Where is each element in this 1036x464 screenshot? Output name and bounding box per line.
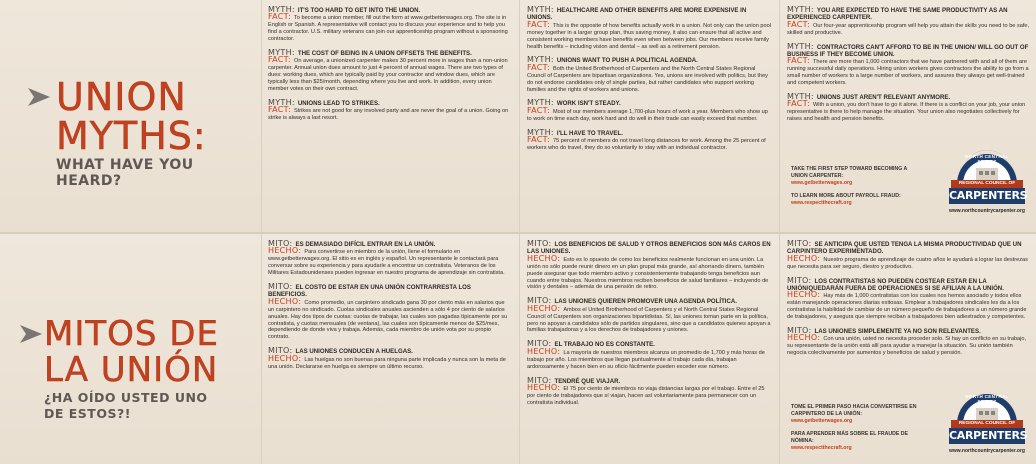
fact-answer: FACT: Most of our members average 1,700-plus hours of work a year. Members who show up to work on time each day, work hard and do well in their trade can easily exceed that number.	[527, 105, 768, 122]
myth-question: MITO: LOS BENEFICIOS DE SALUD Y OTROS BENEFICIOS SON MÁS CAROS EN LAS UNIONES.	[527, 239, 771, 256]
myth-item	[783, 327, 1035, 357]
fact-answer: HECHO: Las huelgas no son buenas para ninguna parte implicada y nunca son la meta de una unión. Declararse en huelga es siempre un último recurso.	[268, 353, 506, 370]
myth-item	[523, 377, 775, 407]
first-step-text: TAKE THE FIRST STEP TOWARD BECOMING A UNION CARPENTER:	[791, 166, 908, 179]
panel-3	[783, 0, 1035, 232]
arrow-icon	[28, 88, 50, 106]
payroll-fraud-text: TO LEARN MORE ABOUT PAYROLL FRAUD:	[791, 193, 901, 199]
fact-answer: FACT: On average, a unionized carpenter makes 30 percent more in wages than a non-union carpenter. Annual union dues amount to just 4 percent of annual wages. There are two types of dues: working dues, which are typically paid by your contractor and window dues, which are typically less than $25/month, depending where you live and work. In addition, every union member votes on their own contract.	[268, 55, 508, 93]
getbetterwages-link[interactable]: www.getbetterwages.org	[791, 418, 853, 424]
myth-label: MYTH:	[527, 55, 554, 65]
logo-url[interactable]: www.northcountrycarpenter.org	[949, 448, 1025, 454]
myth-question: MITO: EL COSTO DE ESTAR EN UNA UNIÓN CONTRARRESTA LOS BENEFICIOS.	[268, 282, 471, 299]
hecho-label: HECHO:	[787, 253, 821, 263]
spanish-brochure	[0, 232, 1036, 464]
myth-item	[264, 99, 514, 122]
hecho-label: HECHO:	[268, 296, 302, 306]
hecho-label: HECHO:	[527, 382, 561, 392]
fact-label: FACT:	[268, 12, 291, 22]
fact-answer: HECHO: Ambos el United Brotherhood of Carpenters y el North Central States Regional Council of Carpenters son organizaciones bipartidistas. Sí, las uniones toman parte en la política, pero no apoyan a candidatos sólo de partidos singulares, sino que a candidatos quienes apoyan a familias trabajadoras y a los derechos de trabajadores y uniones.	[527, 303, 771, 334]
myth-item	[523, 6, 775, 50]
myth-item	[264, 6, 514, 43]
myth-question: MITO: TENDRÉ QUE VIAJAR.	[527, 375, 621, 385]
fact-label: FACT:	[527, 62, 550, 72]
logo-name-text: CARPENTERS	[949, 429, 1028, 442]
fact-label: FACT:	[527, 19, 550, 29]
myth-item	[783, 43, 1035, 87]
myth-label: MYTH:	[268, 48, 295, 58]
payroll-fraud-text: PARA APRENDER MÁS SOBRE EL FRAUDE DE NÓMINA:	[791, 431, 909, 444]
mito-label: MITO:	[787, 275, 812, 285]
fact-answer: FACT: With a union, you don't have to go it alone. If there is a conflict on your job, your union representative is there to help manage the situation. Your union also negotiates collectively for raises and health and pension benefits.	[787, 99, 1026, 123]
myth-question: MITO: LAS UNIONES SIMPLEMENTE YA NO SON RELEVANTES.	[787, 326, 981, 336]
myth-label: MYTH:	[787, 5, 814, 14]
myth-item	[783, 93, 1035, 123]
myth-label: MYTH:	[268, 5, 295, 14]
myth-question: MITO: SE ANTICIPA QUE USTED TENGA LA MISMA PRODUCTIVIDAD QUE UN CARPINTERO EXPERIMENTADO.	[787, 239, 1022, 256]
myth-item	[523, 240, 775, 291]
myth-item	[783, 240, 1035, 271]
carpenters-logo	[949, 150, 1028, 216]
myth-question: MYTH: YOU ARE EXPECTED TO HAVE THE SAME PRODUCTIVITY AS AN EXPERIENCED CARPENTER.	[787, 5, 1008, 22]
myth-item	[264, 347, 514, 370]
mito-label: MITO:	[527, 375, 552, 385]
cover-subtitle: WHAT HAVE YOU HEARD?	[56, 157, 194, 189]
hecho-label: HECHO:	[527, 303, 561, 313]
fact-answer: HECHO: Esto es lo opuesto de como los beneficios realmente funcionan en una unión. La unión no sólo puede reunir dinero en un plan grupal más grande, así ahorrando dinero, también puede asegurar que todo miembro activo y consistentemente trabajando tenga beneficios aun cuando entre trabajos. Nuestros miembros reciben beneficios de salud familiares – incluyendo de visión y dentales – además de una pensión de retiro.	[527, 253, 769, 291]
fold-line	[779, 234, 780, 464]
myth-item	[264, 240, 514, 277]
myth-question: MYTH: UNIONS WANT TO PUSH A POLITICAL AGENDA.	[527, 55, 698, 65]
logo-band-text: REGIONAL COUNCIL OF	[958, 181, 1016, 186]
myth-question: MYTH: WORK ISN'T STEADY.	[527, 98, 621, 108]
hecho-label: HECHO:	[527, 253, 561, 263]
myth-item	[523, 297, 775, 334]
fact-answer: HECHO: Para convertirse en miembro de la unión, llene el formulario en www.getbetterwages.org. El sitio es en inglés y español. Un representante le contactará para conversar sobre su experiencia y para ayudarle a encontrar un contratista. Veteranos de los Militares Estadounidenses pueden ingresar en nuestro programa de aprendizaje sin contratista.	[268, 246, 505, 277]
myth-question: MYTH: IT'S TOO HARD TO GET INTO THE UNION.	[268, 5, 421, 14]
fact-label: FACT:	[787, 99, 810, 109]
mito-label: MITO:	[787, 239, 812, 248]
myth-question: MYTH: UNIONS LEAD TO STRIKES.	[268, 97, 380, 107]
mito-label: MITO:	[527, 339, 552, 349]
myth-label: MYTH:	[527, 5, 554, 14]
logo-arc-text: NORTH CENTRAL STATES	[965, 394, 1009, 404]
cover-title-line2: MYTHS:	[56, 114, 207, 158]
hecho-label: HECHO:	[268, 246, 302, 256]
fold-line	[779, 0, 780, 232]
cover-title-line2: LA UNIÓN	[44, 350, 219, 390]
myth-question: MITO: ES DEMASIADO DIFÍCIL ENTRAR EN LA UNIÓN.	[268, 239, 436, 248]
cover-panel	[0, 234, 258, 464]
myth-label: MYTH:	[268, 97, 295, 107]
fold-line	[261, 234, 262, 464]
hecho-label: HECHO:	[268, 353, 302, 363]
cover-title-line1: MITOS DE	[44, 314, 219, 354]
myth-question: MITO: LOS CONTRATISTAS NO PUEDEN COSTEAR ESTAR EN LA UNIÓN/QUEDARÁN FUERA DE OPERACIONES SI SE AFILIAN A LA UNIÓN.	[787, 275, 1004, 293]
myth-question: MITO: LAS UNIONES CONDUCEN A HUELGAS.	[268, 346, 413, 356]
myth-item	[783, 6, 1035, 37]
myth-item	[264, 283, 514, 341]
myth-label: MYTH:	[527, 98, 554, 108]
fact-answer: FACT: Our four-year apprenticeship program will help you attain the skills you need to be safe, skilled and productive.	[787, 19, 1030, 36]
myth-label: MYTH:	[787, 41, 814, 51]
hecho-label: HECHO:	[787, 333, 821, 343]
myth-question: MYTH: CONTRACTORS CAN'T AFFORD TO BE IN THE UNION/ WILL GO OUT OF BUSINESS IF THEY BECOME UNION.	[787, 41, 1029, 59]
myth-question: MYTH: HEALTHCARE AND OTHER BENEFITS ARE MORE EXPENSIVE IN UNIONS.	[527, 5, 747, 22]
myth-item	[783, 277, 1035, 321]
getbetterwages-link[interactable]: www.getbetterwages.org	[791, 180, 853, 186]
myth-item	[523, 99, 775, 122]
links-block	[791, 404, 921, 458]
fact-answer: HECHO: El 75 por ciento de miembros no viaja distancias largas por el trabajo. Entre el 25 por ciento de trabajadores que sí viajan, hacen así voluntariamente para permanecer con un contratista individual.	[527, 382, 765, 406]
fact-answer: HECHO: Hay más de 1,000 contratistas con los cuales nos hemos asociado y todos ellos están manejando operaciones diarias exitosas. Emplear a trabajadores sindicales les da a los contratistas la habilidad de cambiar de un número pequeño de trabajadores a un número grande de trabajadores, y asegura que siempre reciban a trabajadores bien adiestrados y competentes.	[787, 290, 1027, 321]
myth-item	[523, 129, 775, 152]
fact-label: FACT:	[527, 105, 550, 115]
panel-3	[783, 234, 1035, 464]
panel-2	[523, 234, 775, 464]
myth-item	[264, 49, 514, 93]
fact-answer: FACT: Both the United Brotherhood of Carpenters and the North Central States Regional Council of Carpenters are bipartisan organizations. Yes, unions are involved with politics, but they do not endorse candidates only of single parties, but rather candidates who support working families and the rights of workers and unions.	[527, 62, 768, 93]
hecho-label: HECHO:	[787, 290, 821, 300]
logo-arc-text: NORTH CENTRAL STATES	[965, 154, 1009, 164]
fact-answer: HECHO: La mayoría de nuestros miembros alcanza un promedio de 1,700 y más horas de trabajo por año. Los miembros que llegan puntualmente al trabajo cada día, trabajan ardorosamente y hacen bien en su oficio fácilmente pueden exceder ese número.	[527, 346, 765, 370]
myth-question: MYTH: THE COST OF BEING IN A UNION OFFSETS THE BENEFITS.	[268, 48, 472, 58]
mito-label: MITO:	[268, 282, 293, 292]
respectthecraft-link[interactable]: www.respectthecraft.org	[791, 200, 852, 206]
logo-url[interactable]: www.northcountrycarpenter.org	[949, 208, 1025, 214]
fact-label: FACT:	[268, 105, 291, 115]
panel-1	[264, 234, 514, 464]
myth-label: MYTH:	[527, 127, 554, 137]
carpenters-logo	[949, 390, 1028, 456]
panel-1	[264, 0, 514, 232]
fact-label: FACT:	[787, 19, 810, 29]
fact-answer: HECHO: Como promedio, un carpintero sindicado gana 30 por ciento más en salarios que un carpintero no sindicado. Cuotas sindicales anuales ascienden a sólo 4 por ciento de salarios anuales. Hay dos tipos de cuotas: cuotas de trabajar, las cuales son pagadas típicamente por su contratista, y cuotas mensuales (de ventana), las cuales son típicamente menos de $25/mes, dependiendo de donde viva y trabaja. Además, cada miembro de unión vota por su propio contrato.	[268, 296, 508, 341]
fact-answer: FACT: To become a union member, fill out the form at www.getbetterwages.org. The site is in English or Spanish. A representative will contact you to discuss your experience and to help you find a contractor. U.S. military veterans can join our apprenticeship program without a sponsoring contractor.	[268, 12, 508, 43]
fact-label: FACT:	[527, 135, 550, 145]
respectthecraft-link[interactable]: www.respectthecraft.org	[791, 445, 852, 451]
logo-name-text: CARPENTERS	[949, 189, 1028, 202]
first-step-text: TOME EL PRIMER PASO HACIA CONVERTIRSE EN CARPINTERO DE LA UNIÓN:	[791, 404, 917, 417]
mito-label: MITO:	[787, 326, 812, 336]
fold-line	[519, 0, 520, 232]
myth-question: MITO: LAS UNIONES QUIEREN PROMOVER UNA AGENDA POLÍTICA.	[527, 296, 737, 306]
cover-title-line1: UNION	[56, 75, 187, 119]
fact-answer: HECHO: Con una unión, usted no necesita proceder solo. Si hay un conflicto en su trabajo, su representante de la unión está allí para ayudar a manejar la situación. Su unión también negocia colectivamente por aumentos y beneficios de salud y pensión.	[787, 333, 1027, 357]
cover-subtitle-line2: DE ESTOS?!	[44, 406, 131, 421]
fact-answer: FACT: 75 percent of members do not travel long distances for work. Among the 25 percent of workers who do travel, they do so voluntarily to stay with an individual contractor.	[527, 135, 766, 151]
links-block	[791, 166, 921, 213]
fold-line	[519, 234, 520, 464]
myth-question: MITO: EL TRABAJO NO ES CONSTANTE.	[527, 339, 655, 349]
logo-band-text: REGIONAL COUNCIL OF	[958, 421, 1016, 426]
myth-question: MYTH: I'LL HAVE TO TRAVEL.	[527, 127, 623, 137]
fold-line	[261, 0, 262, 232]
mito-label: MITO:	[268, 239, 293, 248]
myth-item	[523, 56, 775, 93]
cover-subtitle-line1: ¿HA OÍDO USTED UNO	[44, 390, 208, 405]
panel-2	[523, 0, 775, 232]
fact-answer: FACT: There are more than 1,000 contractors that we have partnered with and all of them are running successful daily operations. Hiring union workers gives contractors the ability to go from a small number of workers to a large number of workers, and assures they always get well-trained and competent workers.	[787, 56, 1029, 87]
myth-label: MYTH:	[787, 92, 814, 102]
arrow-icon	[20, 325, 42, 343]
myth-question: MYTH: UNIONS JUST AREN'T RELEVANT ANYMORE.	[787, 92, 951, 102]
fact-answer: FACT: Strikes are not good for any involved party and are never the goal of a union. Going on strike is always a last resort.	[268, 105, 509, 122]
cover-panel	[0, 0, 258, 232]
fact-label: FACT:	[787, 56, 810, 66]
mito-label: MITO:	[527, 239, 552, 248]
mito-label: MITO:	[268, 346, 293, 356]
fact-answer: FACT: This is the opposite of how benefits actually work in a union. Not only can the union pool money together in a larger group plan, thus saving money, it also can ensure that all active and consistent working members have benefits even when between jobs. Our members receive family health benefits – including vision and dental – as well as a retirement pension.	[527, 19, 771, 50]
hecho-label: HECHO:	[527, 346, 561, 356]
mito-label: MITO:	[527, 296, 552, 306]
fact-answer: HECHO: Nuestro programa de aprendizaje de cuatro años le ayudará a lograr las destrezas que necesita para ser seguro, diestro y productivo.	[787, 253, 1028, 270]
fact-label: FACT:	[268, 55, 291, 65]
myth-item	[523, 340, 775, 370]
